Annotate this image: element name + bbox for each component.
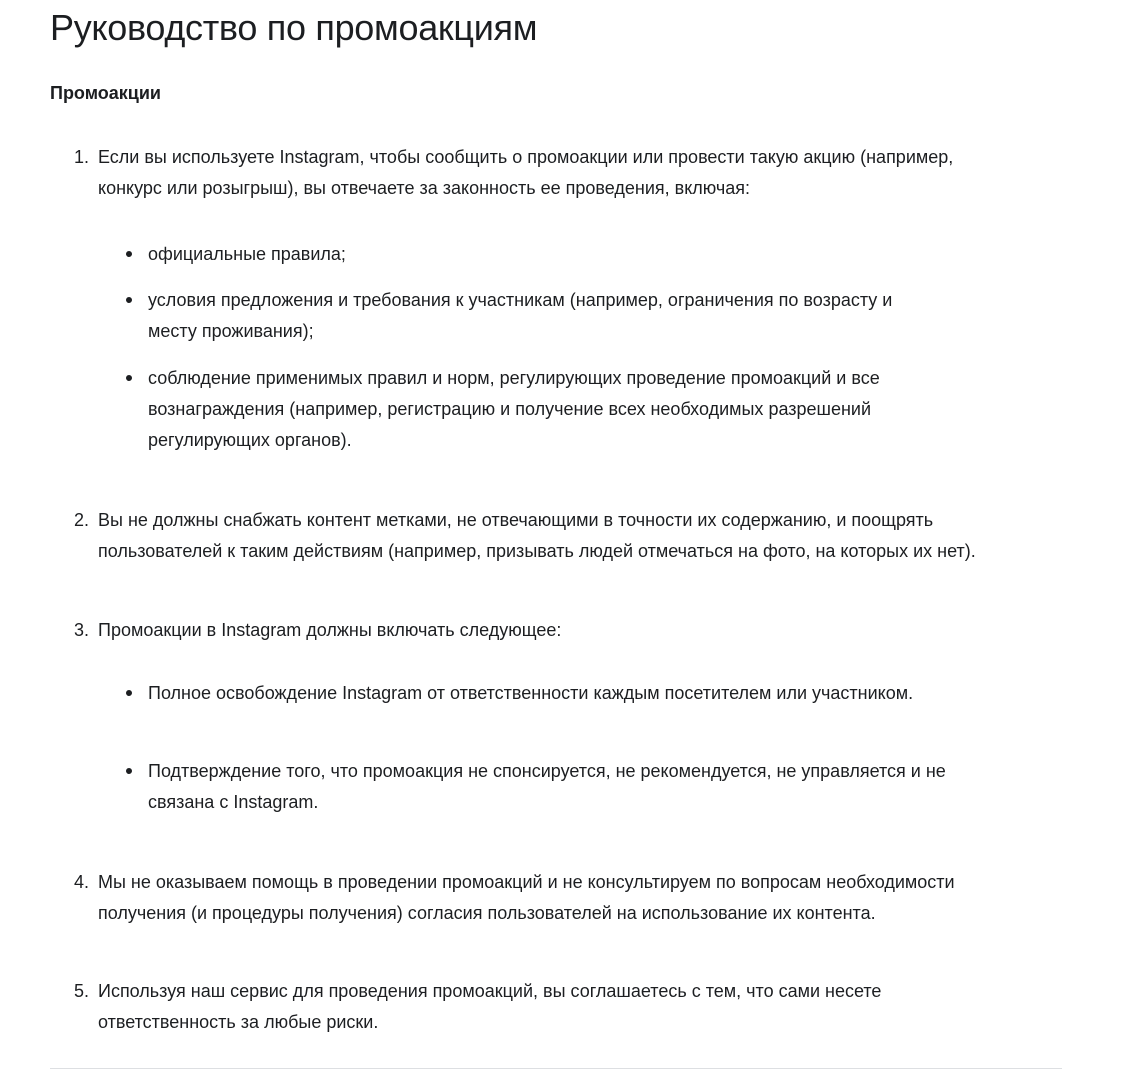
- bullet-icon: [126, 375, 132, 381]
- bullet-text: Подтверждение того, что промоакция не спонсируется, не рекомендуется, не управляется и не связана с Instagram.: [148, 761, 946, 812]
- bullet-icon: [126, 690, 132, 696]
- item-text: Если вы используете Instagram, чтобы сообщить о промоакции или провести такую акцию (например, конкурс или розыгрыш), вы отвечаете за законность ее проведения, включая:: [98, 147, 954, 198]
- page-title: Руководство по промоакциям: [50, 7, 538, 48]
- bullet-icon: [126, 768, 132, 774]
- numbered-item-2: [74, 505, 1014, 567]
- item-marker: 1.: [74, 147, 90, 167]
- bullet-item: [126, 285, 946, 347]
- section-heading: Промоакции: [50, 83, 161, 103]
- numbered-item-4: [74, 867, 1014, 929]
- item-marker: 5.: [74, 981, 90, 1001]
- item-marker: 2.: [74, 510, 90, 530]
- bullet-icon: [126, 251, 132, 257]
- item-text: Используя наш сервис для проведения промоакций, вы соглашаетесь с тем, что сами несете ответственность за любые риски.: [98, 981, 882, 1032]
- bottom-divider: [50, 1068, 1062, 1069]
- bullet-text: условия предложения и требования к участникам (например, ограничения по возрасту и месту проживания);: [148, 290, 893, 341]
- numbered-item-1: [74, 142, 1014, 204]
- bullet-item: [126, 363, 946, 456]
- bullet-item: [126, 239, 946, 270]
- item-marker: 3.: [74, 620, 90, 640]
- item-text: Промоакции в Instagram должны включать следующее:: [98, 620, 562, 640]
- item-text: Мы не оказываем помощь в проведении промоакций и не консультируем по вопросам необходимости получения (и процедуры получения) согласия пользователей на использование их контента.: [98, 872, 955, 923]
- bullet-text: соблюдение применимых правил и норм, регулирующих проведение промоакций и все вознаграждения (например, регистрацию и получение всех необходимых разрешений регулирующих органов).: [148, 368, 880, 450]
- bullet-text: Полное освобождение Instagram от ответственности каждым посетителем или участником.: [148, 683, 914, 703]
- bullet-item: [126, 756, 946, 818]
- numbered-item-3: [74, 615, 1014, 646]
- item-text: Вы не должны снабжать контент метками, не отвечающими в точности их содержанию, и поощрять пользователей к таким действиям (например, призывать людей отмечаться на фото, на которых их нет).: [98, 510, 976, 561]
- numbered-item-5: [74, 976, 1014, 1038]
- bullet-icon: [126, 297, 132, 303]
- bullet-item: [126, 678, 946, 709]
- bullet-text: официальные правила;: [148, 244, 346, 264]
- item-marker: 4.: [74, 872, 90, 892]
